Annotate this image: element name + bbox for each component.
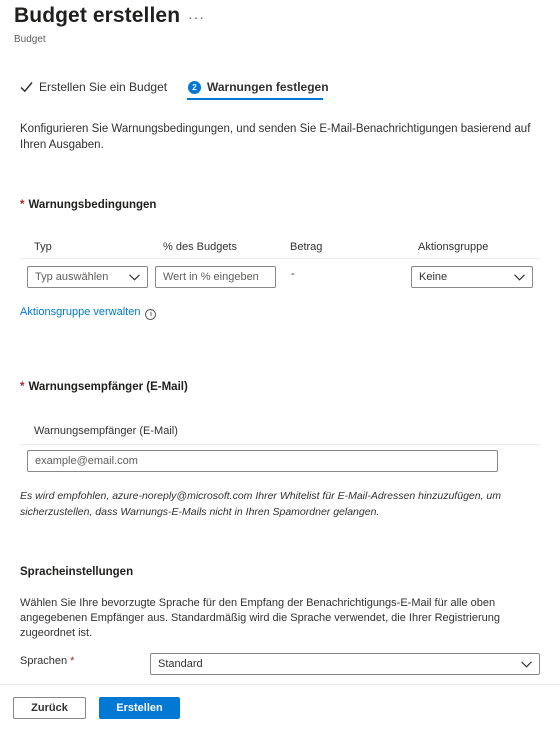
checkmark-icon [20, 81, 33, 93]
chevron-down-icon [514, 274, 525, 281]
recipients-header-divider [20, 444, 540, 445]
recipients-title-text: Warnungsempfänger (E-Mail) [28, 381, 188, 393]
conditions-title-text: Warnungsbedingungen [28, 199, 157, 211]
whitelist-note: Es wird empfohlen, azure-noreply@microsoft.com Ihrer Whitelist für E-Mail-Adressen hinzuzufügen, um sicherzustellen, dass Warnungs-E-Mails nicht in Ihren Spamordner gelangen. [20, 490, 502, 518]
back-button[interactable]: Zurück [13, 697, 86, 719]
required-indicator: * [70, 655, 75, 667]
column-header-percent: % des Budgets [163, 241, 237, 253]
create-button[interactable]: Erstellen [99, 697, 180, 719]
table-header-divider [20, 258, 540, 259]
required-indicator: * [20, 199, 25, 211]
step2-label: Warnungen festlegen [207, 80, 329, 94]
manage-action-groups [20, 304, 156, 320]
language-description: Wählen Sie Ihre bevorzugte Sprache für den Empfang der Benachrichtigungs-E-Mail für alle oben angegebenen Empfänger aus. Standardmäßig wird die Sprache verwendet, die Ihrer Registrierung zugeordnet ist. [20, 597, 501, 639]
breadcrumb-subtitle: Budget [14, 34, 46, 45]
column-header-amount: Betrag [290, 241, 323, 253]
intro-text: Konfigurieren Sie Warnungsbedingungen, und senden Sie E-Mail-Benachrichtigungen basierend auf Ihren Ausgaben. [20, 123, 531, 151]
page-title: Budget erstellen [14, 4, 181, 27]
more-icon[interactable]: ··· [188, 9, 205, 25]
language-label-text: Sprachen [20, 655, 68, 667]
chevron-down-icon [129, 274, 140, 281]
step1-label: Erstellen Sie ein Budget [39, 80, 168, 94]
language-dropdown-value: Standard [158, 658, 203, 670]
recipients-section-title [20, 381, 188, 393]
amount-value: - [291, 268, 295, 280]
type-dropdown-value: Typ auswählen [35, 271, 109, 283]
language-field-label [20, 655, 74, 667]
info-icon[interactable]: i [145, 309, 156, 320]
required-indicator: * [20, 381, 25, 393]
manage-action-groups-link[interactable]: Aktionsgruppe verwalten [20, 306, 141, 318]
column-header-action-group: Aktionsgruppe [418, 241, 489, 253]
language-section-title: Spracheinstellungen [20, 566, 134, 578]
conditions-section-title [20, 199, 156, 211]
type-dropdown[interactable] [27, 266, 148, 288]
action-group-dropdown[interactable] [411, 266, 533, 288]
step-number-badge: 2 [188, 81, 201, 94]
step-create-budget[interactable] [20, 80, 167, 94]
email-input[interactable]: example@email.com [27, 450, 498, 472]
action-group-value: Keine [419, 271, 448, 283]
chevron-down-icon [521, 661, 532, 668]
column-header-type: Typ [34, 241, 52, 253]
footer-divider [0, 684, 560, 685]
percent-input[interactable]: Wert in % eingeben [155, 266, 276, 288]
step-set-alerts[interactable] [188, 80, 329, 94]
language-dropdown[interactable] [150, 653, 540, 675]
active-step-indicator [187, 98, 323, 100]
column-header-recipients: Warnungsempfänger (E-Mail) [34, 425, 178, 437]
